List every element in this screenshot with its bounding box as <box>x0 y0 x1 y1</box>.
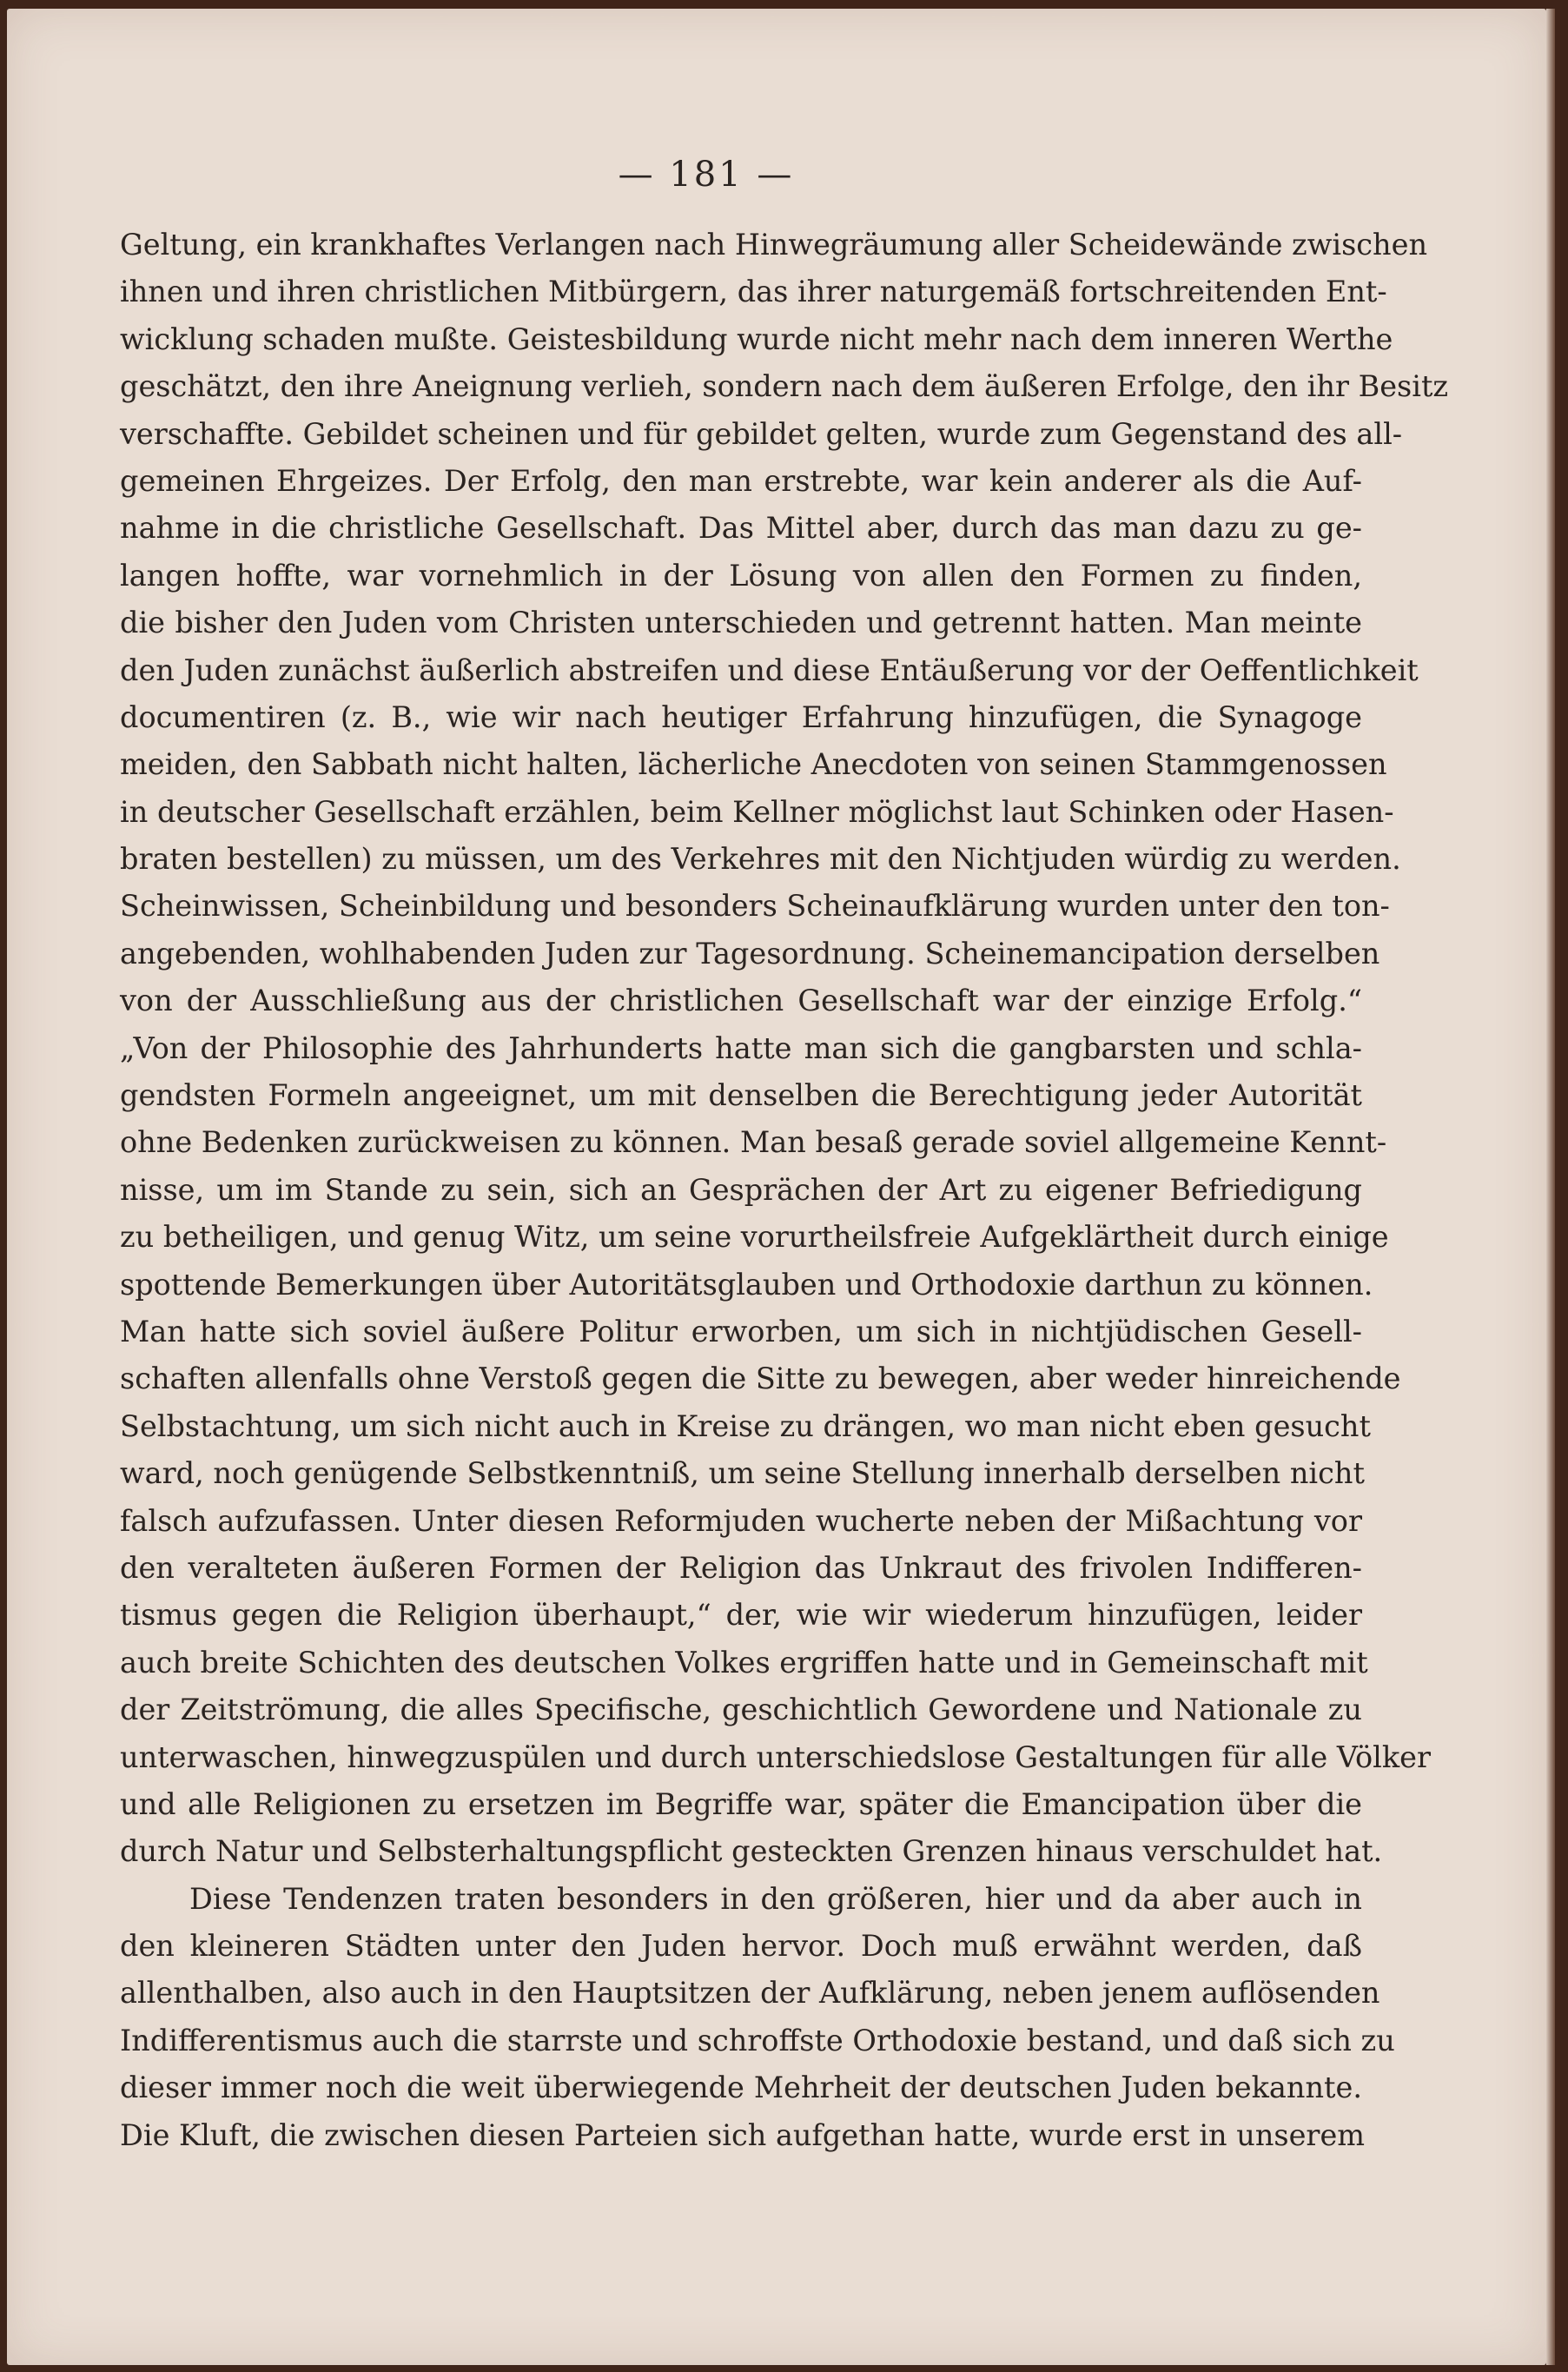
text-line: von der Ausschließung aus der christlichen Gesellschaft war der einzige Erfolg.“ <box>120 984 1362 1018</box>
text-line: nahme in die christliche Gesellschaft. Das Mittel aber, durch das man dazu zu ge- <box>120 511 1362 546</box>
text-line: falsch aufzufassen. Unter diesen Reformjuden wucherte neben der Mißachtung vor <box>120 1503 1362 1538</box>
text-line: schaften allenfalls ohne Verstoß gegen die Sitte zu bewegen, aber weder hinreichende <box>120 1362 1401 1396</box>
text-line: ward, noch genügende Selbstkenntniß, um seine Stellung innerhalb derselben nicht <box>120 1456 1365 1491</box>
book-page <box>7 9 1546 2365</box>
text-line: Selbstachtung, um sich nicht auch in Kreise zu drängen, wo man nicht eben gesucht <box>120 1408 1371 1443</box>
text-line: den kleineren Städten unter den Juden hervor. Doch muß erwähnt werden, daß <box>120 1929 1362 1964</box>
text-line: unterwaschen, hinwegzuspülen und durch unterschiedslose Gestaltungen für alle Völker <box>120 1739 1431 1774</box>
text-line: langen hoffte, war vornehmlich in der Lösung von allen den Formen zu finden, <box>120 558 1362 593</box>
text-line: documentiren (z. B., wie wir nach heutiger Erfahrung hinzufügen, die Synagoge <box>120 699 1362 734</box>
text-line: in deutscher Gesellschaft erzählen, beim Kellner möglichst laut Schinken oder Hasen- <box>120 794 1394 829</box>
text-line: die bisher den Juden vom Christen unterschieden und getrennt hatten. Man meinte <box>120 606 1362 640</box>
text-line: wicklung schaden mußte. Geistesbildung wurde nicht mehr nach dem inneren Werthe <box>120 321 1393 356</box>
text-line: den veralteten äußeren Formen der Religion das Unkraut des frivolen Indifferen- <box>120 1550 1362 1585</box>
text-line: den Juden zunächst äußerlich abstreifen und diese Entäußerung vor der Oeffentlichkeit <box>120 653 1419 687</box>
text-line: Man hatte sich soviel äußere Politur erworben, um sich in nichtjüdischen Gesell- <box>120 1314 1362 1348</box>
text-line: gemeinen Ehrgeizes. Der Erfolg, den man erstrebte, war kein anderer als die Auf- <box>120 463 1362 498</box>
text-line: angebenden, wohlhabenden Juden zur Tagesordnung. Scheinemancipation derselben <box>120 936 1380 971</box>
text-line: nisse, um im Stande zu sein, sich an Gesprächen der Art zu eigener Befriedigung <box>120 1172 1362 1207</box>
text-line: verschaffte. Gebildet scheinen und für gebildet gelten, wurde zum Gegenstand des all- <box>120 416 1403 451</box>
text-line: und alle Religionen zu ersetzen im Begriffe war, später die Emancipation über die <box>120 1786 1362 1821</box>
text-line: spottende Bemerkungen über Autoritätsglauben und Orthodoxie darthun zu können. <box>120 1267 1373 1302</box>
page-edge <box>1546 9 1555 2365</box>
text-line: durch Natur und Selbsterhaltungspflicht gesteckten Grenzen hinaus verschuldet hat. <box>120 1834 1383 1869</box>
text-line: braten bestellen) zu müssen, um des Verkehres mit den Nichtjuden würdig zu werden. <box>120 842 1401 877</box>
text-line: der Zeitströmung, die alles Specifische, geschichtlich Gewordene und Nationale zu <box>120 1693 1362 1727</box>
text-line: auch breite Schichten des deutschen Volkes ergriffen hatte und in Gemeinschaft mit <box>120 1645 1368 1680</box>
text-line: Die Kluft, die zwischen diesen Parteien sich aufgethan hatte, wurde erst in unserem <box>120 2117 1366 2152</box>
text-line: ihnen und ihren christlichen Mitbürgern, das ihrer naturgemäß fortschreitenden Ent- <box>120 275 1387 309</box>
text-line: ohne Bedenken zurückweisen zu können. Man besaß gerade soviel allgemeine Kennt- <box>120 1125 1387 1160</box>
body-text <box>120 222 1449 2159</box>
text-line: Diese Tendenzen traten besonders in den größeren, hier und da aber auch in <box>189 1881 1362 1916</box>
text-line: tismus gegen die Religion überhaupt,“ der, wie wir wiederum hinzufügen, leider <box>120 1598 1362 1633</box>
text-line: geschätzt, den ihre Aneignung verlieh, sondern nach dem äußeren Erfolge, den ihr Besitz <box>120 369 1449 404</box>
text-line: Scheinwissen, Scheinbildung und besonders Scheinaufklärung wurden unter den ton- <box>120 889 1390 924</box>
page-number: — 181 — <box>618 155 795 195</box>
text-line: „Von der Philosophie des Jahrhunderts hatte man sich die gangbarsten und schla- <box>120 1030 1362 1065</box>
text-line: gendsten Formeln angeeignet, um mit denselben die Berechtigung jeder Autorität <box>120 1078 1362 1113</box>
text-line: allenthalben, also auch in den Hauptsitzen der Aufklärung, neben jenem auflösenden <box>120 1976 1380 2011</box>
text-line: Indifferentismus auch die starrste und schroffste Orthodoxie bestand, und daß sich zu <box>120 2023 1395 2057</box>
text-line: meiden, den Sabbath nicht halten, lächerliche Anecdoten von seinen Stammgenossen <box>120 747 1387 782</box>
text-line: zu betheiligen, und genug Witz, um seine vorurtheilsfreie Aufgeklärtheit durch einige <box>120 1220 1389 1255</box>
text-line: dieser immer noch die weit überwiegende Mehrheit der deutschen Juden bekannte. <box>120 2071 1362 2105</box>
text-line: Geltung, ein krankhaftes Verlangen nach Hinwegräumung aller Scheidewände zwischen <box>120 228 1428 262</box>
